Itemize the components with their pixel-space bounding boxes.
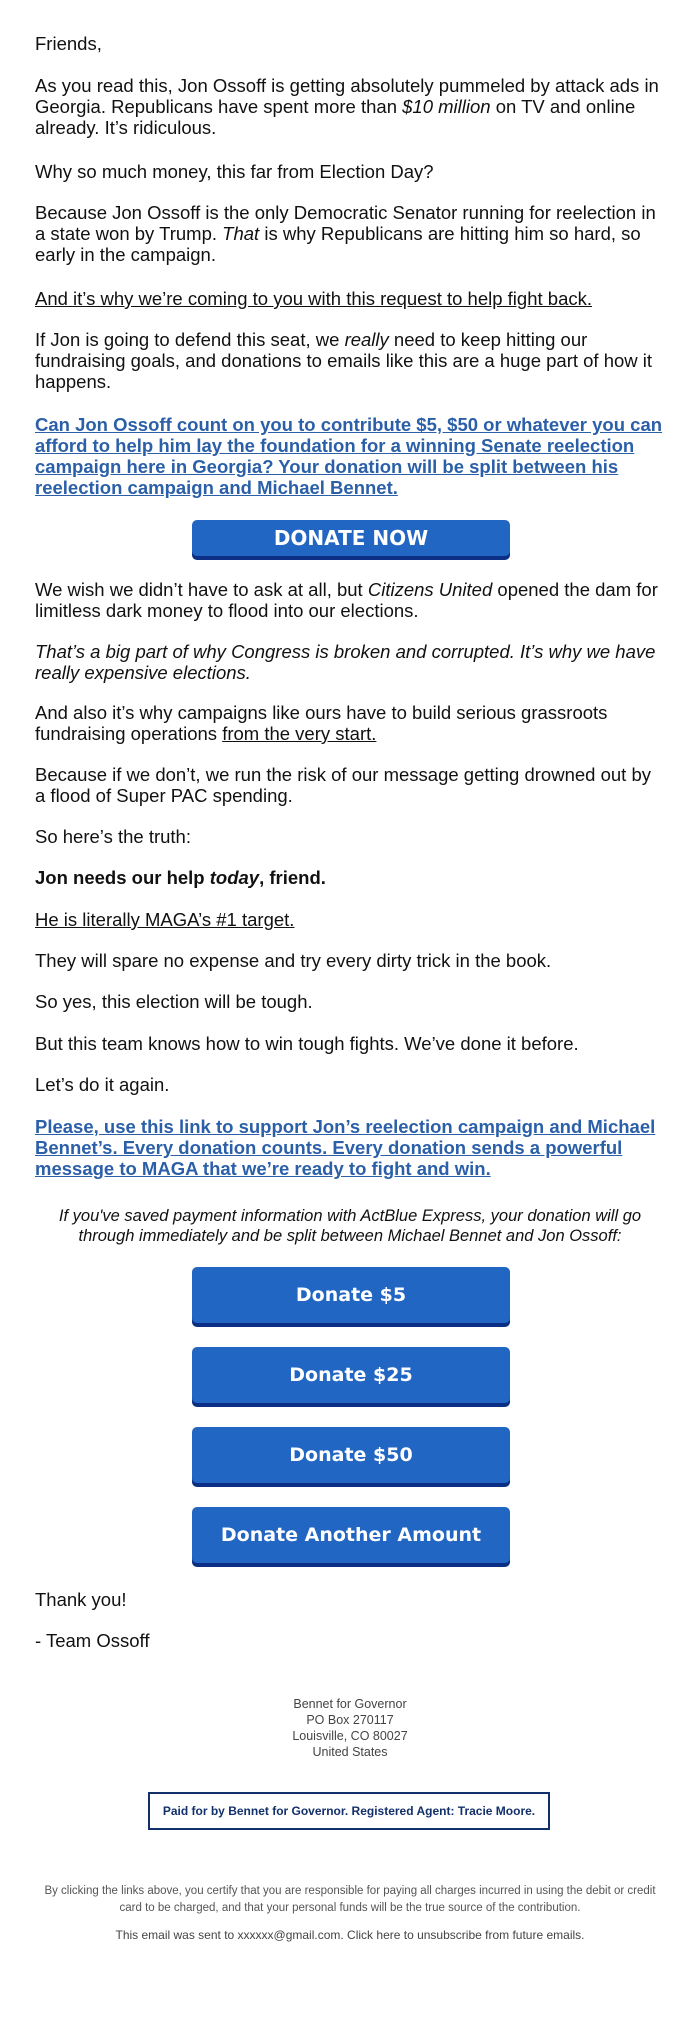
- paragraph-defend-seat: [35, 329, 665, 392]
- text: , friend.: [259, 867, 326, 888]
- text: Because Jon Ossoff is the only Democratic Senator running for reelection in a state won by Trump.: [35, 202, 656, 244]
- paragraph-super-pac: Because if we don’t, we run the risk of our message getting drowned out by a flood of Super PAC spending.: [35, 764, 651, 806]
- paragraph-dirty-tricks: They will spare no expense and try every dirty trick in the book.: [35, 950, 552, 971]
- paragraph-citizens-united: [35, 579, 665, 621]
- address-line-3: Louisville, CO 80027: [292, 1729, 408, 1743]
- emphasis: Citizens United: [367, 579, 493, 600]
- donate-5-button[interactable]: Donate $5: [192, 1267, 510, 1323]
- unsubscribe-text[interactable]: This email was sent to xxxxxx@gmail.com. Click here to unsubscribe from future emails.: [115, 1928, 585, 1942]
- paragraph-congress-broken: That’s a big part of why Congress is broken and corrupted. It’s why we have really expensive elections.: [35, 641, 656, 683]
- donate-another-amount-button[interactable]: Donate Another Amount: [192, 1507, 510, 1563]
- paragraph-maga-target: He is literally MAGA’s #1 target.: [35, 909, 295, 930]
- fine-print: By clicking the links above, you certify that you are responsible for paying all charges incurred in using the debit or credit card to be charged, and that your personal funds will be the true source of the contribution.: [44, 1885, 656, 1914]
- text: And also it’s why campaigns like ours have to build serious grassroots fundraising operations: [35, 702, 608, 744]
- paragraph-tough: So yes, this election will be tough.: [35, 991, 313, 1012]
- address-line-2: PO Box 270117: [306, 1713, 394, 1727]
- paragraph-win-tough-fights: But this team knows how to win tough fights. We’ve done it before.: [35, 1033, 579, 1054]
- text: Jon needs our help: [35, 867, 210, 888]
- text: need to keep hitting our fundraising goals, and donations to emails like this are a huge part of how it happens.: [35, 329, 653, 392]
- thank-you: Thank you!: [35, 1589, 127, 1610]
- paragraph-only-democrat: [35, 202, 665, 265]
- text: opened the dam for limitless dark money to flood into our elections.: [35, 579, 658, 621]
- paragraph-fight-back: And it’s why we’re coming to you with this request to help fight back.: [35, 288, 592, 309]
- text: on TV and online already. It’s ridiculous.: [35, 96, 636, 138]
- donate-25-button[interactable]: Donate $25: [192, 1347, 510, 1403]
- greeting: Friends,: [35, 33, 102, 54]
- text: If Jon is going to defend this seat, we: [35, 329, 345, 350]
- address-line-4: United States: [312, 1745, 388, 1759]
- paragraph-question: Why so much money, this far from Election Day?: [35, 161, 434, 182]
- donation-link-2[interactable]: Please, use this link to support Jon’s reelection campaign and Michael Bennet’s. Every donation counts. Every donation sends a powerful message to MAGA that we’re ready to fight and win.: [35, 1116, 656, 1179]
- text: is why Republicans are hitting him so hard, so early in the campaign.: [35, 223, 641, 265]
- address-line-1: Bennet for Governor: [293, 1697, 407, 1711]
- paragraph-attack-ads: [35, 75, 665, 138]
- paid-for-disclaimer: Paid for by Bennet for Governor. Registered Agent: Tracie Moore.: [148, 1792, 550, 1830]
- signoff: - Team Ossoff: [35, 1630, 150, 1651]
- emphasis: $10 million: [402, 96, 491, 117]
- underlined-text: from the very start.: [222, 723, 377, 744]
- text: We wish we didn’t have to ask at all, but: [35, 579, 368, 600]
- donation-link-1-wrap: [35, 414, 665, 498]
- donation-link-2-wrap: [35, 1116, 665, 1179]
- paragraph-do-it-again: Let’s do it again.: [35, 1074, 170, 1095]
- text: As you read this, Jon Ossoff is getting absolutely pummeled by attack ads in Georgia. Republicans have spent more than: [35, 75, 659, 117]
- paragraph-truth: So here’s the truth:: [35, 826, 191, 847]
- emphasis: today: [209, 867, 260, 888]
- paragraph-needs-help: [35, 867, 665, 888]
- donate-50-button[interactable]: Donate $50: [192, 1427, 510, 1483]
- donation-link-1[interactable]: Can Jon Ossoff count on you to contribute $5, $50 or whatever you can afford to help him lay the foundation for a winning Senate reelection campaign here in Georgia? Your donation will be split between his reelection campaign and Michael Bennet.: [35, 414, 663, 498]
- donate-now-button[interactable]: DONATE NOW: [192, 520, 510, 556]
- paragraph-grassroots: [35, 702, 665, 744]
- emphasis: really: [344, 329, 389, 350]
- actblue-express-note: If you've saved payment information with ActBlue Express, your donation will go through immediately and be split between Michael Bennet and Jon Ossoff:: [58, 1207, 642, 1245]
- emphasis: That: [222, 223, 260, 244]
